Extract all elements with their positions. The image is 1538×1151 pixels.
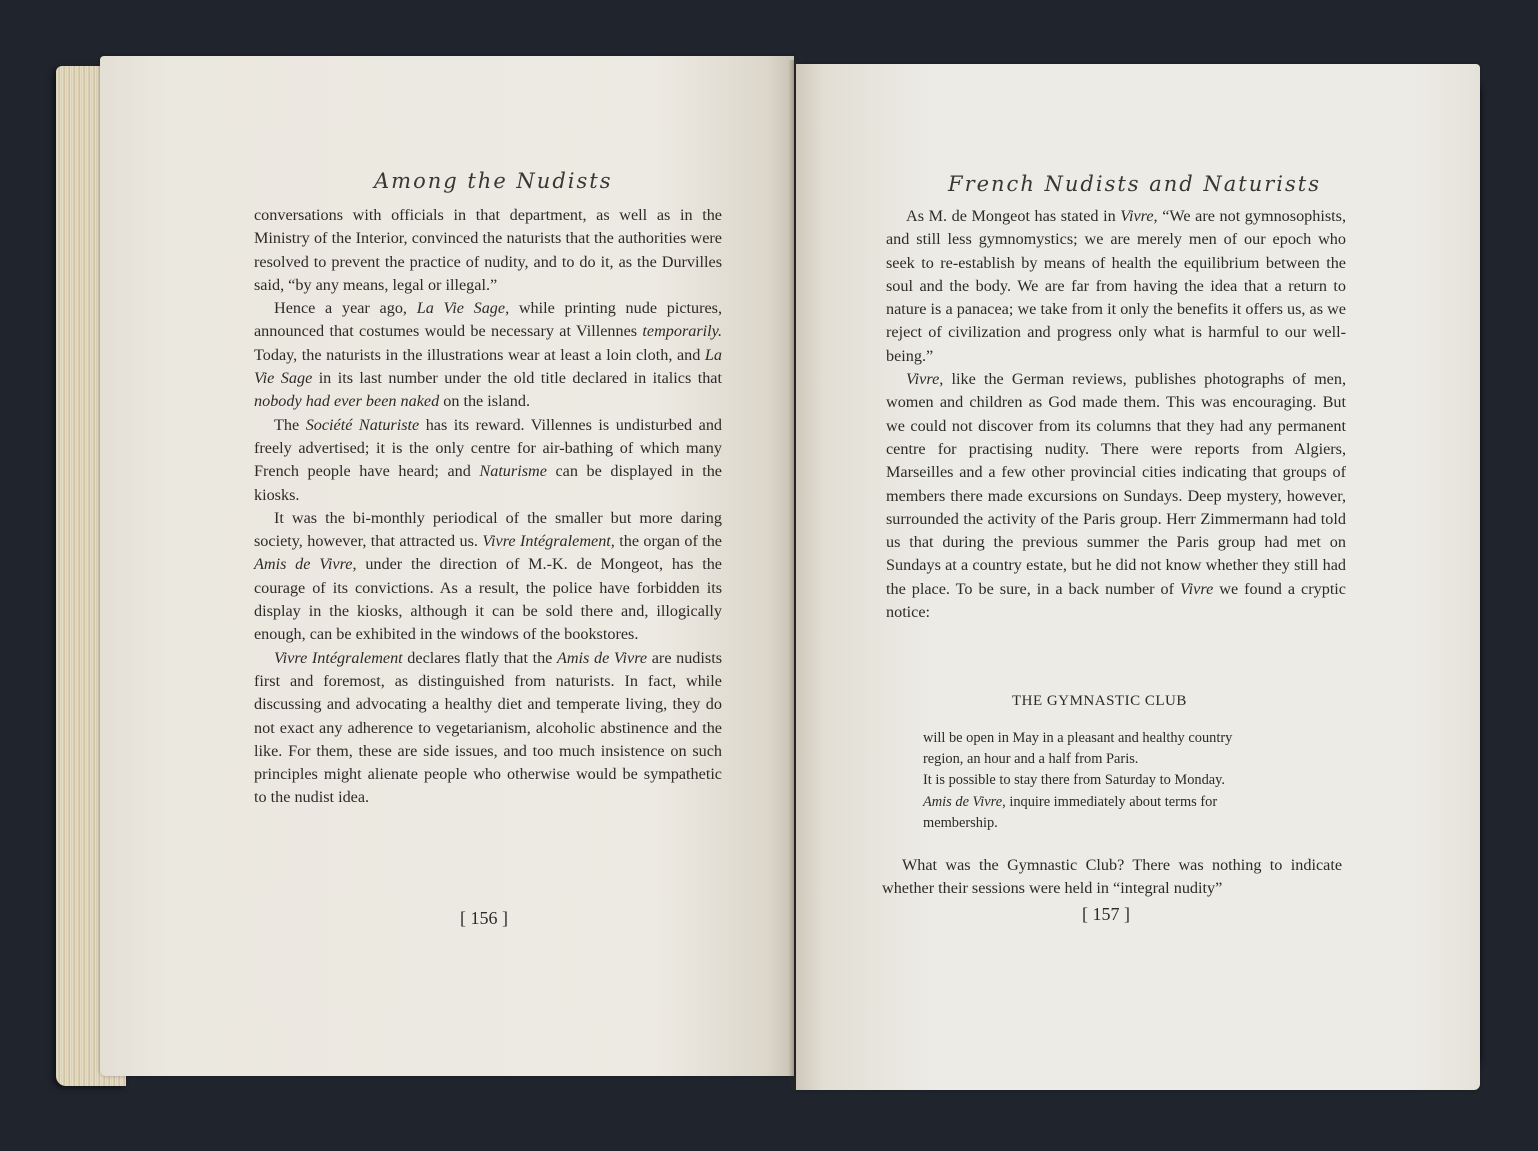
paragraph [886,368,1346,624]
left-page-text [254,204,722,810]
italic-run: Vivre, [906,370,944,389]
italic-run: temporarily. [642,322,722,341]
text-run: membership. [923,814,998,831]
italic-run: Amis de Vivre [556,648,648,667]
text-run: The [274,415,306,434]
left-page [100,56,794,1076]
paragraph [886,205,1346,368]
text-run: we found a cryptic notice: [886,579,1346,622]
italic-run: Vivre, [1120,207,1158,225]
right-page-number: [ 157 ] [1082,904,1130,924]
text-run: are nudists first and foremost, as distinguished from naturists. In fact, while discussing and advocating a healthy diet and temperate living, they do not exact any adherence to vegetarianism, alcoholic abstinence and the like. For them, these are side issues, and too much insistence on such principles might alienate people who otherwise would be sympathetic to the nudist idea. [254,648,722,807]
notice-line [923,770,1323,791]
text-run: in its last number under the old title declared in italics that [312,369,722,388]
text-run: It is possible to stay there from Saturday to Monday. [923,772,1226,789]
text-run: It was the bi-monthly periodical of the smaller but more daring society, however, that attracted us. [254,508,722,551]
notice-line [923,728,1323,749]
italic-run: Vivre Intégralement, [482,532,615,551]
italic-run: nobody had ever been naked [254,392,440,411]
text-run: while printing nude pictures, announced that costumes would be necessary at Villennes [254,299,723,341]
text-run: inquire immediately about terms for [1005,793,1218,810]
notice-line [923,792,1323,813]
text-run: region, an hour and a half from Paris. [923,751,1139,768]
text-run: can be displayed in the kiosks. [254,462,722,504]
paragraph [254,204,722,297]
right-page-text [886,205,1346,624]
italic-run: La Vie Sage [254,345,722,388]
italic-run: La Vie Sage, [416,299,510,318]
notice-line [923,749,1323,770]
text-run: Today, the naturists in the illustrations wear at least a loin cloth, and [254,345,705,364]
text-run: on the island. [439,392,531,411]
text-run: the organ of the [614,532,722,551]
paragraph [254,507,722,647]
text-run: As M. de Mongeot has stated in [906,207,1121,225]
notice-body [923,728,1323,834]
right-running-head: French Nudists and Naturists [948,172,1322,196]
italic-run: Naturisme [479,462,547,481]
text-run: like the German reviews, publishes photographs of men, women and children as God made them. This was encouraging. But we could not discover from its columns that they had any permanent centre for practising nudity. There were reports from Algiers, Marseilles and a few other provincial cities indicating that groups of members there made excursions on Sundays. Deep mystery, however, surrounded the activity of the Paris group. Herr Zimmermann had told us that during the previous summer the Paris group had met on Sundays at a country estate, but he did not know whether they still had the place. To be sure, in a back number of [886,370,1346,598]
text-run: has its reward. Villennes is undisturbed and freely advertised; it is the only centre for air-bathing of which many French people have heard; and [254,415,723,481]
paragraph [254,414,722,507]
text-run: under the direction of M.-K. de Mongeot, has the courage of its convictions. As a result, the police have forbidden its display in the kiosks, although it can be sold there and, illogically enough, can be exhibited in the windows of the bookstores. [254,555,722,644]
italic-run: Amis de Vivre, [923,793,1006,810]
text-run: declares flatly that the [402,648,557,667]
text-run: Hence a year ago, [274,299,417,318]
italic-run: Société Naturiste [305,415,420,434]
italic-run: Vivre [1180,579,1214,598]
closing-paragraph [882,854,1342,901]
right-page [796,64,1480,1090]
text-run: will be open in May in a pleasant and healthy country [923,730,1233,746]
notice-line [923,813,1323,834]
closing-paragraph-text: What was the Gymnastic Club? There was nothing to indicate whether their sessions were held in “integral nudity” [882,856,1342,898]
italic-run: Vivre Intégralement [274,648,403,667]
paragraph [254,297,722,413]
text-run: conversations with officials in that department, as well as in the Ministry of the Interior, convinced the naturists that the authorities were resolved to prevent the practice of nudity, and to do it, as the Durvilles said, “by any means, legal or illegal.” [254,206,722,294]
left-running-head: Among the Nudists [374,169,613,193]
paragraph [254,647,722,810]
text-run: “We are not gymnosophists, and still less gymnomystics; we are merely men of our epoch who seek to re-establish by means of health the equilibrium between the soul and the body. We are far from having the idea that a return to nature is a panacea; we take from it only the benefits it offers us, as we reject of civilization and progress only what is harmful to our well-being.” [886,207,1346,365]
left-page-number: [ 156 ] [460,908,508,928]
italic-run: Amis de Vivre, [254,555,357,574]
notice-title: THE GYMNASTIC CLUB [1012,693,1187,709]
